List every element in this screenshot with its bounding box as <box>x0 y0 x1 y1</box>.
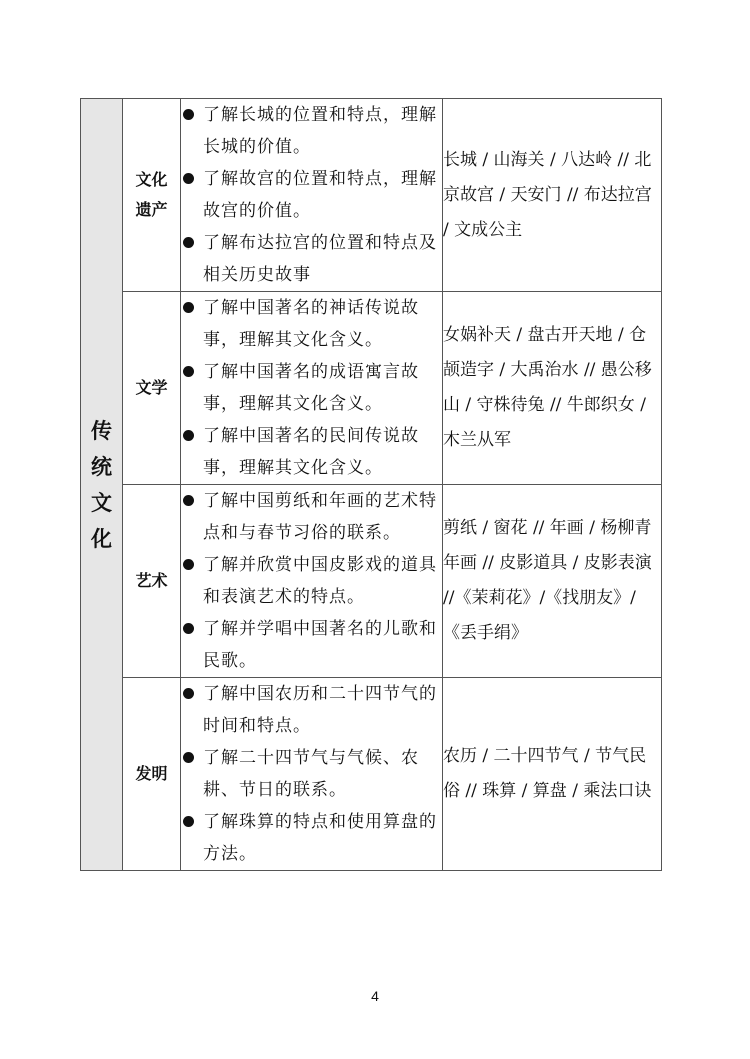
goal-list <box>181 485 442 677</box>
subcategory-cell <box>123 485 181 678</box>
keywords-cell: 长城 / 山海关 / 八达岭 // 北京故宫 / 天安门 // 布达拉宫 / 文成公主 <box>443 99 662 292</box>
list-item: 了解中国农历和二十四节气的时间和特点。 <box>181 678 442 742</box>
table-row <box>81 485 662 678</box>
subcategory-label: 文学 <box>135 378 168 397</box>
list-item: 了解布达拉宫的位置和特点及相关历史故事 <box>181 227 442 291</box>
keywords-cell: 剪纸 / 窗花 // 年画 / 杨柳青年画 // 皮影道具 / 皮影表演 //《茉莉花》/《找朋友》/《丢手绢》 <box>443 485 662 678</box>
list-item: 了解珠算的特点和使用算盘的方法。 <box>181 806 442 870</box>
list-item: 了解故宫的位置和特点，理解故宫的价值。 <box>181 163 442 227</box>
page-number: 4 <box>371 988 379 1004</box>
subcategory-cell <box>123 292 181 485</box>
goals-cell <box>181 678 443 871</box>
category-cell <box>81 99 123 871</box>
culture-table <box>80 98 662 871</box>
list-item: 了解并欣赏中国皮影戏的道具和表演艺术的特点。 <box>181 549 442 613</box>
goal-list <box>181 99 442 291</box>
goals-cell <box>181 292 443 485</box>
subcategory-label: 发明 <box>135 764 168 783</box>
list-item: 了解长城的位置和特点，理解长城的价值。 <box>181 99 442 163</box>
keywords-cell: 农历 / 二十四节气 / 节气民俗 // 珠算 / 算盘 / 乘法口诀 <box>443 678 662 871</box>
goals-cell <box>181 99 443 292</box>
table-row <box>81 292 662 485</box>
goals-cell <box>181 485 443 678</box>
subcategory-cell <box>123 678 181 871</box>
goal-list <box>181 292 442 484</box>
list-item: 了解二十四节气与气候、农耕、节日的联系。 <box>181 742 442 806</box>
subcategory-label: 文化遗产 <box>135 170 168 219</box>
goal-list <box>181 678 442 870</box>
subcategory-cell <box>123 99 181 292</box>
keywords-cell: 女娲补天 / 盘古开天地 / 仓颉造字 / 大禹治水 // 愚公移山 / 守株待兔 // 牛郎织女 / 木兰从军 <box>443 292 662 485</box>
list-item: 了解并学唱中国著名的儿歌和民歌。 <box>181 613 442 677</box>
category-label: 传统文化 <box>91 418 112 551</box>
table-row <box>81 678 662 871</box>
list-item: 了解中国著名的神话传说故事，理解其文化含义。 <box>181 292 442 356</box>
subcategory-label: 艺术 <box>135 571 168 590</box>
list-item: 了解中国著名的成语寓言故事，理解其文化含义。 <box>181 356 442 420</box>
list-item: 了解中国剪纸和年画的艺术特点和与春节习俗的联系。 <box>181 485 442 549</box>
table-row <box>81 99 662 292</box>
list-item: 了解中国著名的民间传说故事，理解其文化含义。 <box>181 420 442 484</box>
